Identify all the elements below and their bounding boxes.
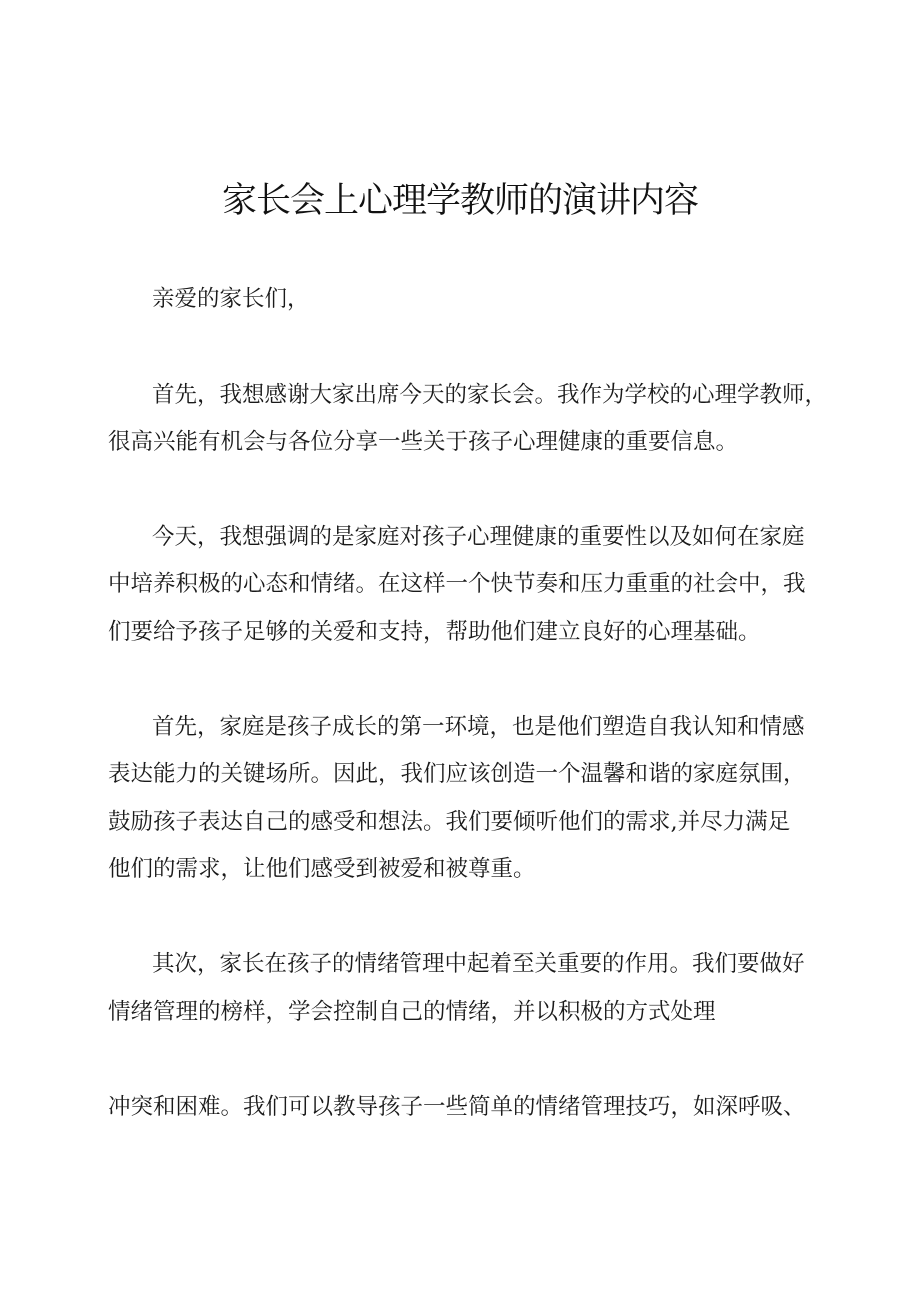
document-title: 家长会上心理学教师的演讲内容 — [221, 181, 698, 221]
paragraph-line: 首先，我想感谢大家出席今天的家长会。我作为学校的心理学教师， — [152, 382, 828, 408]
greeting: 亲爱的家长们， — [152, 286, 310, 312]
paragraph-line: 中培养积极的心态和情绪。在这样一个快节奏和压力重重的社会中，我 — [108, 571, 806, 597]
paragraph-line: 们要给予孩子足够的关爱和支持，帮助他们建立良好的心理基础。 — [108, 619, 761, 645]
paragraph-line: 冲突和困难。我们可以教导孩子一些简单的情绪管理技巧，如深呼吸、 — [108, 1094, 806, 1120]
paragraph-line: 很高兴能有机会与各位分享一些关于孩子心理健康的重要信息。 — [108, 429, 739, 455]
paragraph-line: 情绪管理的榜样，学会控制自己的情绪，并以积极的方式处理 — [108, 999, 716, 1025]
paragraph-line: 今天，我想强调的是家庭对孩子心理健康的重要性以及如何在家庭 — [152, 524, 805, 550]
paragraph-line: 他们的需求，让他们感受到被爱和被尊重。 — [108, 856, 536, 882]
paragraph-line: 表达能力的关键场所。因此，我们应该创造一个温馨和谐的家庭氛围， — [108, 761, 806, 787]
paragraph-line: 首先，家庭是孩子成长的第一环境，也是他们塑造自我认知和情感 — [152, 714, 805, 740]
paragraph-line: 鼓励孩子表达自己的感受和想法。我们要倾听他们的需求,并尽力满足 — [108, 809, 791, 835]
paragraph-line: 其次，家长在孩子的情绪管理中起着至关重要的作用。我们要做好 — [152, 951, 805, 977]
